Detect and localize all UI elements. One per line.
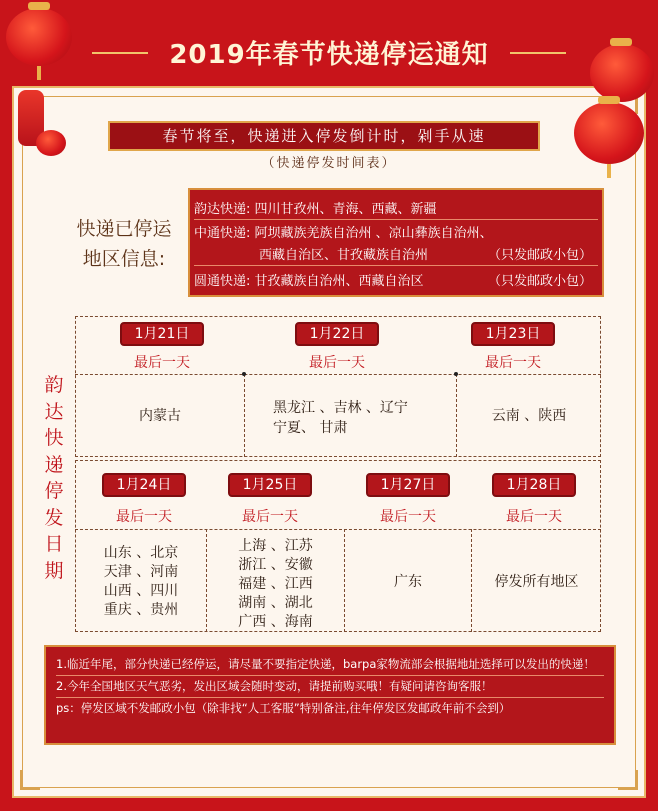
region-line: 浙江 、安徽 <box>238 557 313 573</box>
stopped-regions-box <box>188 188 604 297</box>
region-line: 上海 、江苏 <box>238 538 313 554</box>
grid-dot <box>454 372 458 376</box>
lantern-cap-icon <box>28 2 50 10</box>
regions-jan27 <box>345 572 471 592</box>
region-line: 重庆 、贵州 <box>103 602 179 618</box>
divider <box>194 219 598 220</box>
last-day-label: 最后一天 <box>309 355 365 371</box>
divider <box>194 265 598 266</box>
date-pill-jan22: 1月22日 <box>295 322 379 346</box>
stop-row-zhongtong-1 <box>194 222 592 241</box>
headline-banner: 春节将至，快递进入停发倒计时，剁手从速 <box>108 121 540 151</box>
stop-row-yuantong <box>194 270 592 289</box>
note-1: 1.临近年尾，部分快递已经停运，请尽量不要指定快递，barpa家物流部会根据地址选择可以发出的快递！ <box>56 657 595 671</box>
divider <box>56 697 604 698</box>
stop-row-text: 圆通快递: 甘孜藏族自治州、西藏自治区 <box>194 274 424 289</box>
region-line: 云南 、陕西 <box>491 408 567 424</box>
lantern-cap-icon <box>598 96 620 104</box>
region-line: 黑龙江 、吉林 、辽宁 <box>273 400 408 416</box>
divider <box>56 675 604 676</box>
region-line: 宁夏、 甘肃 <box>273 420 348 436</box>
stop-row-yunda <box>194 198 592 217</box>
last-day-label: 最后一天 <box>506 509 562 525</box>
regions-jan25 <box>207 537 344 632</box>
last-day-label: 最后一天 <box>116 509 172 525</box>
region-line: 广东 <box>394 574 422 590</box>
last-day-label: 最后一天 <box>134 355 190 371</box>
stop-row-note: （只发邮政小包） <box>487 274 592 289</box>
regions-jan21 <box>76 406 244 426</box>
region-line: 湖南 、湖北 <box>238 595 313 611</box>
date-pill-jan21: 1月21日 <box>120 322 204 346</box>
date-pill-jan24: 1月24日 <box>102 473 186 497</box>
region-line: 停发所有地区 <box>494 574 579 590</box>
grid-line <box>75 529 601 530</box>
date-pill-jan28: 1月28日 <box>492 473 576 497</box>
region-line: 广西 、海南 <box>238 614 313 630</box>
stop-row-note: （只发邮政小包） <box>487 248 592 263</box>
yunda-schedule-label: 韵达快递停发日期 <box>44 374 64 582</box>
regions-jan23 <box>457 406 601 426</box>
region-line: 山东 、北京 <box>103 545 179 561</box>
regions-jan24 <box>76 544 206 620</box>
last-day-label: 最后一天 <box>380 509 436 525</box>
region-line: 山西 、四川 <box>103 583 179 599</box>
stopped-regions-label <box>66 214 182 274</box>
region-line: 内蒙古 <box>139 408 181 424</box>
date-pill-jan23: 1月23日 <box>471 322 555 346</box>
grid-dot <box>242 372 246 376</box>
note-ps: ps：停发区域不发邮政小包（除非找“人工客服”特别备注,往年停发区发邮政年前不会到） <box>56 701 511 715</box>
last-day-label: 最后一天 <box>242 509 298 525</box>
last-day-label: 最后一天 <box>485 355 541 371</box>
page-title: 2019年春节快递停运通知 <box>169 40 489 70</box>
regions-jan28 <box>472 572 601 592</box>
date-pill-jan25: 1月25日 <box>228 473 312 497</box>
region-line: 福建 、江西 <box>238 576 313 592</box>
stopped-label-line1: 快递已停运 <box>76 218 172 240</box>
schedule-subtitle: （快递停发时间表） <box>261 156 397 171</box>
note-2: 2.今年全国地区天气恶劣，发出区域会随时变动，请提前购买哦！有疑问请咨询客服！ <box>56 679 493 693</box>
stop-row-zhongtong-2 <box>194 244 592 263</box>
stop-row-text: 西藏自治区、甘孜藏族自治州 <box>194 248 429 263</box>
region-line: 天津 、河南 <box>103 564 179 580</box>
corner-ornament <box>618 770 638 790</box>
date-pill-jan27: 1月27日 <box>366 473 450 497</box>
regions-jan22 <box>245 398 455 438</box>
grid-line <box>75 374 601 375</box>
corner-ornament <box>20 770 40 790</box>
stop-row-text: 韵达快递: 四川甘孜州、青海、西藏、新疆 <box>194 202 437 217</box>
notice-box <box>44 645 616 745</box>
stop-row-text: 中通快递: 阿坝藏族羌族自治州 、凉山彝族自治州、 <box>194 226 493 241</box>
stopped-label-line2: 地区信息: <box>82 248 166 270</box>
